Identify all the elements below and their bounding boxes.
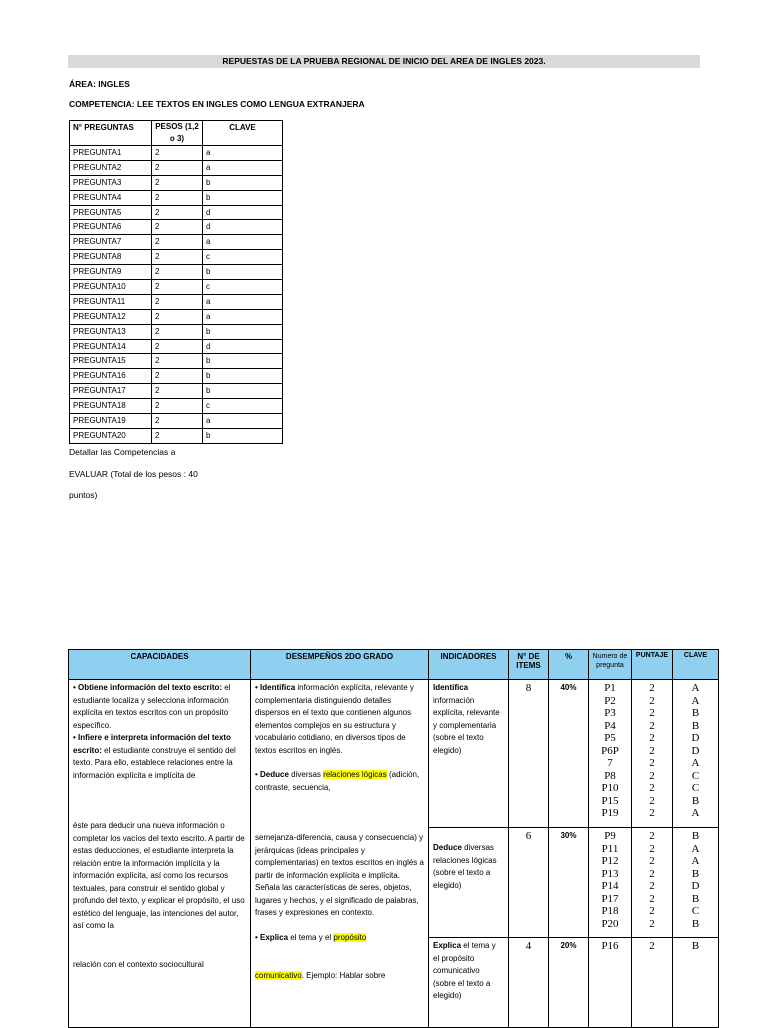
capacidad-1-text: el estudiante localiza y selecciona información explícita en textos escritos con un propósito específico. xyxy=(73,683,231,730)
list-value: P5 xyxy=(604,732,616,744)
answer-weight: 2 xyxy=(152,369,203,384)
list-value: 2 xyxy=(649,719,655,732)
answer-question: PREGUNTA4 xyxy=(70,190,152,205)
answer-weight: 2 xyxy=(152,339,203,354)
list-value: P4 xyxy=(604,719,616,732)
indicador-2-title: Deduce xyxy=(433,843,462,852)
desempeno-tail-text: . Ejemplo: Hablar sobre xyxy=(301,971,386,980)
answer-row xyxy=(70,175,283,190)
answer-row xyxy=(70,414,283,429)
answer-key: b xyxy=(203,190,283,205)
answer-key: b xyxy=(203,428,283,443)
answer-row xyxy=(70,294,283,309)
answer-key: c xyxy=(203,399,283,414)
list-value: B xyxy=(691,917,700,930)
list-value: C xyxy=(691,905,700,917)
list-value: 2 xyxy=(649,732,655,744)
answer-key: b xyxy=(203,175,283,190)
answer-question: PREGUNTA13 xyxy=(70,324,152,339)
answer-key: b xyxy=(203,265,283,280)
answer-weight: 2 xyxy=(152,265,203,280)
answer-weight: 2 xyxy=(152,414,203,429)
puntajes-1 xyxy=(632,680,673,828)
indicador-1 xyxy=(429,680,509,828)
answer-row xyxy=(70,354,283,369)
indicador-3-text: el tema y el propósito comunicativo (sobre el texto a elegido) xyxy=(433,941,496,1000)
answer-key: a xyxy=(203,146,283,161)
desempeno-2-highlight: relaciones lógicas xyxy=(323,770,387,779)
list-value: 2 xyxy=(649,757,655,769)
answer-question: PREGUNTA20 xyxy=(70,428,152,443)
answer-row xyxy=(70,280,283,295)
pct-3: 20% xyxy=(549,938,589,1028)
numeros-1 xyxy=(589,680,632,828)
list-value: P3 xyxy=(604,707,616,719)
header-puntaje: PUNTAJE xyxy=(632,650,673,680)
answer-question: PREGUNTA5 xyxy=(70,205,152,220)
capacidad-2-text: el estudiante construye el sentido del texto. Para ello, establece relaciones entre la información explícita e implícita de xyxy=(73,745,236,780)
list-value: P14 xyxy=(601,880,619,892)
answer-key: c xyxy=(203,250,283,265)
list-value: 2 xyxy=(649,842,655,855)
list-value: A xyxy=(691,694,700,707)
header-capacidades: CAPACIDADES xyxy=(69,650,251,680)
list-value: P9 xyxy=(604,830,616,842)
answer-key: b xyxy=(203,354,283,369)
items-1: 8 xyxy=(509,680,549,828)
claves-3 xyxy=(673,938,719,1028)
answer-key: d xyxy=(203,339,283,354)
list-value: B xyxy=(691,707,700,719)
items-2: 6 xyxy=(509,828,549,938)
list-value: 2 xyxy=(649,794,655,807)
indicador-3-title: Explica xyxy=(433,941,462,950)
header-clave: CLAVE xyxy=(673,650,719,680)
indicador-2-text: diversas relaciones lógicas (sobre el texto a elegido) xyxy=(433,843,497,890)
items-3: 4 xyxy=(509,938,549,1028)
answer-question: PREGUNTA1 xyxy=(70,146,152,161)
capacidades-table xyxy=(68,649,719,1028)
answer-weight: 2 xyxy=(152,309,203,324)
list-value: P17 xyxy=(601,892,619,905)
answer-row xyxy=(70,146,283,161)
answer-key: b xyxy=(203,324,283,339)
indicador-1-text: información explícita, relevante y complementaria (sobre el texto elegido) xyxy=(433,695,500,755)
list-value: 7 xyxy=(607,757,613,769)
header-items: N° DE ITEMS xyxy=(509,650,549,680)
answer-key: a xyxy=(203,235,283,250)
desempeno-2-text: diversas xyxy=(288,770,324,779)
col-preguntas: N° PREGUNTAS xyxy=(70,121,152,146)
puntajes-3 xyxy=(632,938,673,1028)
desempeno-1-title: • Identifica xyxy=(255,683,296,692)
answer-question: PREGUNTA2 xyxy=(70,160,152,175)
answer-row xyxy=(70,399,283,414)
answer-row xyxy=(70,235,283,250)
header-desempenos: DESEMPEÑOS 2DO GRADO xyxy=(251,650,429,680)
list-value: 2 xyxy=(649,880,655,892)
list-value: P20 xyxy=(601,917,619,930)
list-value: B xyxy=(691,794,700,807)
list-value: P6P xyxy=(601,744,619,757)
list-value: A xyxy=(691,842,700,855)
answer-weight: 2 xyxy=(152,399,203,414)
list-value: P13 xyxy=(601,867,619,880)
list-value: B xyxy=(691,867,700,880)
list-value: B xyxy=(691,940,700,952)
answer-row xyxy=(70,190,283,205)
capacidades-cell xyxy=(69,680,251,1028)
answer-weight: 2 xyxy=(152,250,203,265)
answer-row xyxy=(70,160,283,175)
detail-line-3: puntos) xyxy=(69,490,98,500)
header-indicadores: INDICADORES xyxy=(429,650,509,680)
list-value: 2 xyxy=(649,830,655,842)
numeros-2 xyxy=(589,828,632,938)
answer-row xyxy=(70,369,283,384)
answer-weight: 2 xyxy=(152,160,203,175)
answer-question: PREGUNTA3 xyxy=(70,175,152,190)
list-value: B xyxy=(691,719,700,732)
list-value: 2 xyxy=(649,744,655,757)
answer-row xyxy=(70,250,283,265)
answer-question: PREGUNTA14 xyxy=(70,339,152,354)
detail-line-2: EVALUAR (Total de los pesos : 40 xyxy=(69,469,198,479)
answer-question: PREGUNTA11 xyxy=(70,294,152,309)
answer-question: PREGUNTA7 xyxy=(70,235,152,250)
answer-weight: 2 xyxy=(152,235,203,250)
list-value: A xyxy=(691,757,700,769)
answer-key: a xyxy=(203,294,283,309)
pct-2: 30% xyxy=(549,828,589,938)
answer-weight: 2 xyxy=(152,354,203,369)
answer-weight: 2 xyxy=(152,205,203,220)
answer-weight: 2 xyxy=(152,175,203,190)
document-title: REPUESTAS DE LA PRUEBA REGIONAL DE INICIO DEL AREA DE INGLES 2023. xyxy=(68,55,700,68)
answer-question: PREGUNTA9 xyxy=(70,265,152,280)
indicador-2 xyxy=(429,828,509,938)
list-value: P15 xyxy=(601,794,619,807)
claves-2 xyxy=(673,828,719,938)
desempeno-3-highlight: propósito xyxy=(333,932,367,942)
answer-key: c xyxy=(203,280,283,295)
desempeno-continuation: semejanza-diferencia, causa y consecuencia) y jerárquicas (ideas principales y complementarias) en textos escritos en inglés a partir de información explícita e implícita. Señala las características de seres, objetos, lugares y hechos, y el significado de palabras, frases y expresiones en contexto. xyxy=(255,833,424,917)
list-value: 2 xyxy=(649,782,655,794)
answer-weight: 2 xyxy=(152,190,203,205)
area-label: ÁREA: INGLES xyxy=(69,79,130,89)
answer-row xyxy=(70,384,283,399)
list-value: 2 xyxy=(649,682,655,694)
answer-weight: 2 xyxy=(152,220,203,235)
list-value: D xyxy=(691,880,700,892)
answer-weight: 2 xyxy=(152,280,203,295)
pct-1: 40% xyxy=(549,680,589,828)
list-value: 2 xyxy=(649,855,655,867)
header-numero: Numero de pregunta xyxy=(589,650,632,680)
competencia-label: COMPETENCIA: LEE TEXTOS EN INGLES COMO LENGUA EXTRANJERA xyxy=(69,99,365,109)
answer-question: PREGUNTA6 xyxy=(70,220,152,235)
desempeno-3-text: el tema y el xyxy=(288,932,334,942)
desempeno-1-text: información explícita, relevante y complementaria distinguiendo detalles dispersos en el texto que contienen algunos elementos complejos en su estructura y vocabulario cotidiano, en diversos tipos de textos escritos en inglés. xyxy=(255,683,414,755)
answer-question: PREGUNTA17 xyxy=(70,384,152,399)
answer-weight: 2 xyxy=(152,384,203,399)
answer-key: d xyxy=(203,205,283,220)
list-value: C xyxy=(691,769,700,782)
numeros-3 xyxy=(589,938,632,1028)
list-value: P19 xyxy=(601,807,619,819)
list-value: A xyxy=(691,855,700,867)
list-value: 2 xyxy=(649,867,655,880)
list-value: 2 xyxy=(649,707,655,719)
answer-question: PREGUNTA16 xyxy=(70,369,152,384)
list-value: 2 xyxy=(649,892,655,905)
answers-table xyxy=(69,120,283,444)
list-value: B xyxy=(691,892,700,905)
capacidad-tail: relación con el contexto sociocultural xyxy=(73,959,204,969)
answer-key: a xyxy=(203,309,283,324)
answer-row xyxy=(70,205,283,220)
list-value: P12 xyxy=(601,855,619,867)
list-value: B xyxy=(691,830,700,842)
capacidad-2-title: • Infiere e interpreta información del texto escrito: xyxy=(73,733,231,755)
list-value: D xyxy=(691,732,700,744)
list-value: A xyxy=(691,807,700,819)
col-clave: CLAVE xyxy=(203,121,283,146)
answer-key: a xyxy=(203,414,283,429)
desempeno-3-title: • Explica xyxy=(255,932,289,942)
answers-body xyxy=(70,146,283,444)
answer-weight: 2 xyxy=(152,324,203,339)
list-value: A xyxy=(691,682,700,694)
list-value: P8 xyxy=(604,769,616,782)
answer-question: PREGUNTA10 xyxy=(70,280,152,295)
answer-key: a xyxy=(203,160,283,175)
col-pesos: PESOS (1,2 o 3) xyxy=(152,121,203,146)
detail-line-1: Detallar las Competencias a xyxy=(69,447,176,457)
list-value: 2 xyxy=(649,905,655,917)
capacidad-1-title: • Obtiene información del texto escrito: xyxy=(73,683,223,692)
answer-key: b xyxy=(203,369,283,384)
answer-row xyxy=(70,220,283,235)
answer-row xyxy=(70,339,283,354)
answer-question: PREGUNTA18 xyxy=(70,399,152,414)
list-value: D xyxy=(691,744,700,757)
answer-weight: 2 xyxy=(152,146,203,161)
indicador-3 xyxy=(429,938,509,1028)
list-value: P2 xyxy=(604,694,616,707)
claves-1 xyxy=(673,680,719,828)
desempeno-2-tail: (adición, contraste, secuencia, xyxy=(255,770,420,792)
list-value: P11 xyxy=(601,842,619,855)
answer-weight: 2 xyxy=(152,294,203,309)
desempenos-cell xyxy=(251,680,429,1028)
answer-question: PREGUNTA8 xyxy=(70,250,152,265)
capacidad-continuation: éste para deducir una nueva información o completar los vacíos del texto escrito. A partir de estas deducciones, el estudiante interpreta la relación entre la información implícita y la información explícita, así como los recursos textuales, para construir el sentido global y profundo del texto, y explicar el propósito, el uso estético del lenguaje, las intenciones del autor, así como la xyxy=(73,821,245,930)
list-value: C xyxy=(691,782,700,794)
answer-question: PREGUNTA19 xyxy=(70,414,152,429)
answer-weight: 2 xyxy=(152,428,203,443)
answer-question: PREGUNTA15 xyxy=(70,354,152,369)
answer-row xyxy=(70,324,283,339)
list-value: 2 xyxy=(649,940,655,952)
list-value: P16 xyxy=(601,940,619,952)
answer-question: PREGUNTA12 xyxy=(70,309,152,324)
answer-row xyxy=(70,309,283,324)
header-pct: % xyxy=(549,650,589,680)
list-value: 2 xyxy=(649,917,655,930)
answer-key: b xyxy=(203,384,283,399)
list-value: 2 xyxy=(649,694,655,707)
answer-row xyxy=(70,428,283,443)
list-value: P18 xyxy=(601,905,619,917)
answer-row xyxy=(70,265,283,280)
list-value: P10 xyxy=(601,782,619,794)
list-value: 2 xyxy=(649,769,655,782)
puntajes-2 xyxy=(632,828,673,938)
indicador-1-title: Identifica xyxy=(433,683,469,692)
desempeno-2-title: • Deduce xyxy=(255,770,289,779)
desempeno-tail-highlight: comunicativo xyxy=(255,971,302,980)
list-value: P1 xyxy=(604,682,616,694)
list-value: 2 xyxy=(649,807,655,819)
answer-key: d xyxy=(203,220,283,235)
